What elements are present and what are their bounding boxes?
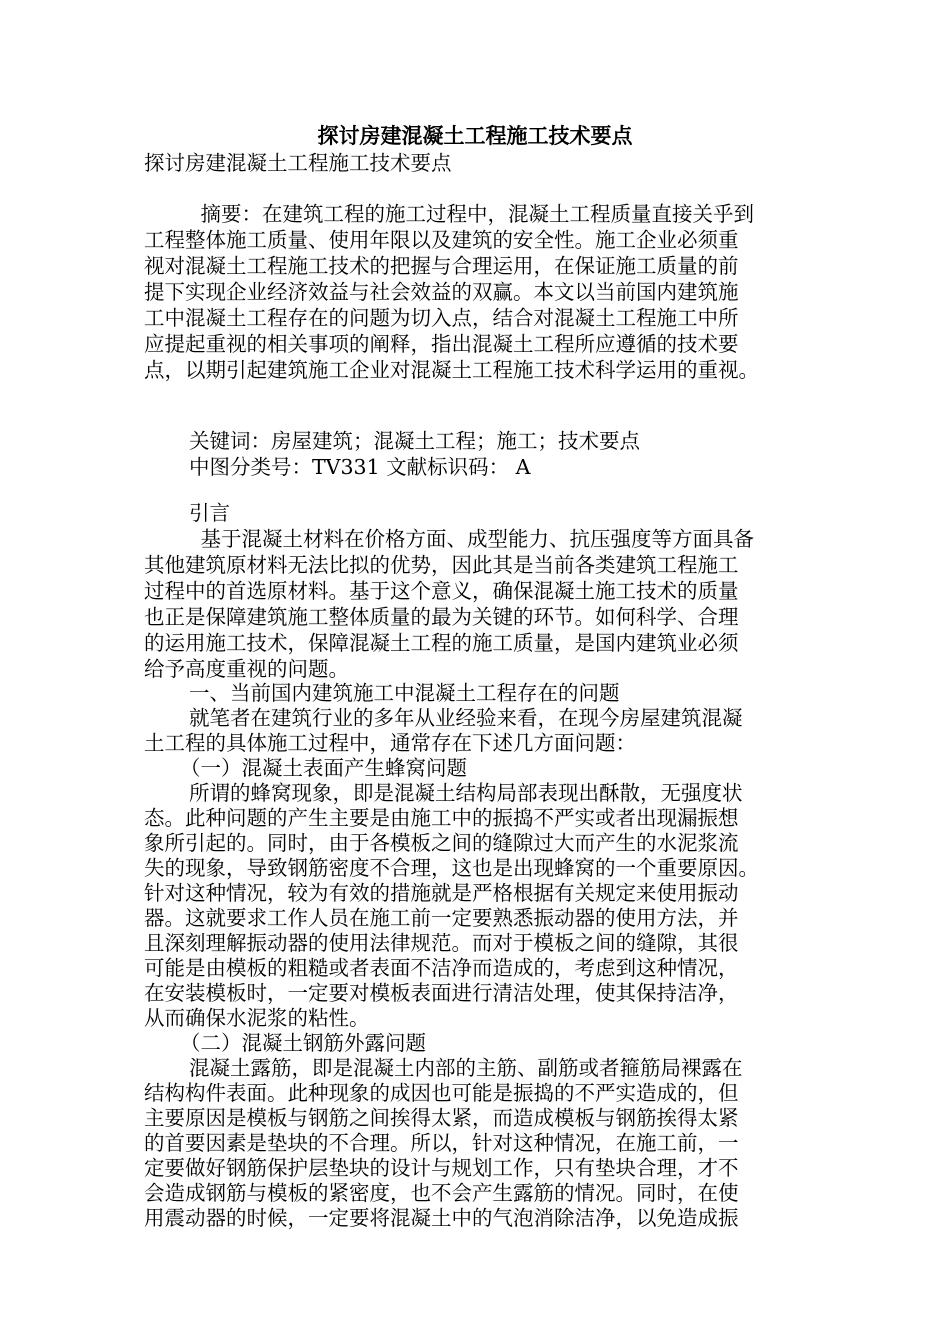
subsection-heading: （二）混凝土钢筋外露问题 xyxy=(180,1031,426,1055)
document-subtitle: 探讨房建混凝土工程施工技术要点 xyxy=(144,151,452,175)
abstract-line: 摘要：在建筑工程的施工过程中，混凝土工程质量直接关乎到 xyxy=(180,202,754,226)
intro-line: 过程中的首选原材料。基于这个意义，确保混凝土施工技术的质量 xyxy=(144,579,739,603)
subsection-line: 会造成钢筋与模板的紧密度，也不会产生露筋的情况。同时，在使 xyxy=(144,1181,739,1205)
subsection-line: 所谓的蜂窝现象，即是混凝土结构局部表现出酥散，无强度状 xyxy=(189,781,743,805)
abstract-line: 工程整体施工质量、使用年限以及建筑的安全性。施工企业必须重 xyxy=(144,228,739,252)
subsection-line: 的首要因素是垫块的不合理。所以，针对这种情况，在施工前，一 xyxy=(144,1131,739,1155)
subsection-line: 从而确保水泥浆的粘性。 xyxy=(144,1006,370,1030)
classification: 中图分类号：TV331 文献标识码： A xyxy=(189,455,531,479)
subsection-line: 且深刻理解振动器的使用法律规范。而对于模板之间的缝隙，其很 xyxy=(144,931,739,955)
intro-line: 基于混凝土材料在价格方面、成型能力、抗压强度等方面具备 xyxy=(180,527,754,551)
section-heading: 一、当前国内建筑施工中混凝土工程存在的问题 xyxy=(189,681,620,705)
intro-heading: 引言 xyxy=(189,501,230,525)
section-line: 就笔者在建筑行业的多年从业经验来看，在现今房屋建筑混凝 xyxy=(189,706,743,730)
intro-line: 其他建筑原材料无法比拟的优势，因此其是当前各类建筑工程施工 xyxy=(144,553,739,577)
subsection-line: 用震动器的时候，一定要将混凝土中的气泡消除洁净，以免造成振 xyxy=(144,1206,739,1230)
subsection-line: 器。这就要求工作人员在施工前一定要熟悉振动器的使用方法，并 xyxy=(144,906,739,930)
abstract-line: 视对混凝土工程施工技术的把握与合理运用，在保证施工质量的前 xyxy=(144,254,739,278)
document-title: 探讨房建混凝土工程施工技术要点 xyxy=(317,123,633,148)
subsection-line: 失的现象，导致钢筋密度不合理，这也是出现蜂窝的一个重要原因。 xyxy=(144,856,759,880)
abstract-line: 工中混凝土工程存在的问题为切入点，结合对混凝土工程施工中所 xyxy=(144,306,739,330)
subsection-heading: （一）混凝土表面产生蜂窝问题 xyxy=(180,756,467,780)
abstract-line: 应提起重视的相关事项的阐释，指出混凝土工程所应遵循的技术要 xyxy=(144,332,739,356)
intro-line: 也正是保障建筑施工整体质量的最为关键的环节。如何科学、合理 xyxy=(144,605,739,629)
keywords: 关键词：房屋建筑；混凝土工程；施工；技术要点 xyxy=(189,429,640,453)
subsection-line: 态。此种问题的产生主要是由施工中的振捣不严实或者出现漏振想 xyxy=(144,806,739,830)
subsection-line: 在安装模板时，一定要对模板表面进行清洁处理，使其保持洁净， xyxy=(144,981,739,1005)
abstract-line: 点，以期引起建筑施工企业对混凝土工程施工技术科学运用的重视。 xyxy=(144,358,759,382)
subsection-line: 定要做好钢筋保护层垫块的设计与规划工作，只有垫块合理，才不 xyxy=(144,1156,739,1180)
subsection-line: 象所引起的。同时，由于各模板之间的缝隙过大而产生的水泥浆流 xyxy=(144,831,739,855)
subsection-line: 结构构件表面。此种现象的成因也可能是振捣的不严实造成的，但 xyxy=(144,1081,739,1105)
intro-line: 的运用施工技术，保障混凝土工程的施工质量，是国内建筑业必须 xyxy=(144,631,739,655)
abstract-line: 提下实现企业经济效益与社会效益的双赢。本文以当前国内建筑施 xyxy=(144,280,739,304)
subsection-line: 针对这种情况，较为有效的措施就是严格根据有关规定来使用振动 xyxy=(144,881,739,905)
subsection-line: 混凝土露筋，即是混凝土内部的主筋、副筋或者箍筋局裸露在 xyxy=(189,1056,743,1080)
intro-line: 给予高度重视的问题。 xyxy=(144,657,349,681)
subsection-line: 可能是由模板的粗糙或者表面不洁净而造成的，考虑到这种情况， xyxy=(144,956,739,980)
section-line: 土工程的具体施工过程中，通常存在下述几方面问题： xyxy=(144,731,636,755)
subsection-line: 主要原因是模板与钢筋之间挨得太紧，而造成模板与钢筋挨得太紧 xyxy=(144,1106,739,1130)
